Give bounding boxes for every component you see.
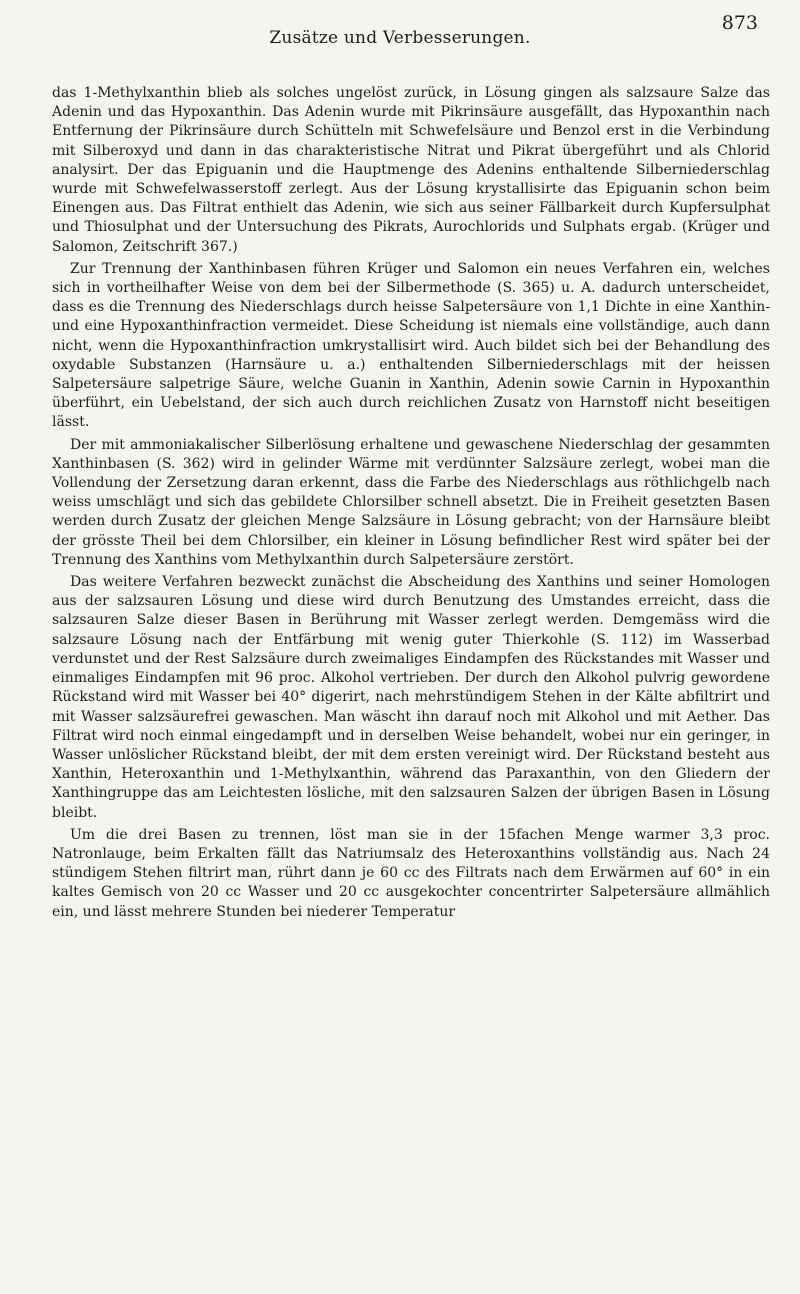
running-title: Zusätze und Verbesserungen.	[269, 28, 531, 48]
paragraph: Der mit ammoniakalischer Silberlösung erhaltene und gewaschene Niederschlag der gesammten Xanthinbasen (S. 362) wird in gelinder Wärme mit verdünnter Salzsäure zerlegt, wobei man die Vollendung der Zersetzung daran erkennt, dass die Farbe des Niederschlags aus röthlichgelb nach weiss umschlägt und sich das gebildete Chlorsilber schnell absetzt. Die in Freiheit gesetzten Basen werden durch Zusatz der gleichen Menge Salzsäure in Lösung gebracht; von der Harnsäure bleibt der grösste Theil bei dem Chlorsilber, ein kleiner in Lösung befindlicher Rest wird später bei der Trennung des Xanthins vom Methylxanthin durch Salpetersäure zerstört.	[52, 436, 770, 568]
paragraph: Zur Trennung der Xanthinbasen führen Krüger und Salomon ein neues Verfahren ein, welches sich in vortheilhafter Weise von dem bei der Silbermethode (S. 365) u. A. dadurch unterscheidet, dass es die Trennung des Niederschlags durch heisse Salpetersäure von 1,1 Dichte in eine Xanthin- und eine Hypoxanthinfraction vermeidet. Diese Scheidung ist niemals eine vollständige, auch dann nicht, wenn die Hypoxanthinfraction umkrystallisirt wird. Auch bildet sich bei der Behandlung des oxydable Substanzen (Harnsäure u. a.) enthaltenden Silberniederschlags mit der heissen Salpetersäure salpetrige Säure, welche Guanin in Xanthin, Adenin sowie Carnin in Hypoxanthin überführt, ein Uebelstand, der sich auch durch reichlichen Zusatz von Harnstoff nicht beseitigen lässt.	[52, 260, 770, 431]
paragraph: das 1-Methylxanthin blieb als solches ungelöst zurück, in Lösung gingen als salzsaure Salze das Adenin und das Hypoxanthin. Das Adenin wurde mit Pikrinsäure ausgefällt, das Hypoxanthin nach Entfernung der Pikrinsäure durch Schütteln mit Schwefelsäure und Benzol erst in die Verbindung mit Silberoxyd und dann in das charakteristische Nitrat und Pikrat übergeführt und als Chlorid analysirt. Der das Epiguanin und die Hauptmenge des Adenins enthaltende Silberniederschlag wurde mit Schwefelwasserstoff zerlegt. Aus der Lösung krystallisirte das Epiguanin schon beim Einengen aus. Das Filtrat enthielt das Adenin, wie sich aus seiner Fällbarkeit durch Kupfersulphat und Thiosulphat und der Untersuchung des Pikrats, Aurochlorids und Sulphats ergab. (Krüger und Salomon, Zeitschrift 367.)	[52, 85, 770, 255]
body-text	[52, 84, 770, 922]
paragraph: Um die drei Basen zu trennen, löst man sie in der 15fachen Menge warmer 3,3 proc. Natronlauge, beim Erkalten fällt das Natriumsalz des Heteroxanthins vollständig aus. Nach 24 stündigem Stehen filtrirt man, rührt dann je 60 cc des Filtrats nach dem Erwärmen auf 60° in ein kaltes Gemisch von 20 cc Wasser und 20 cc ausgekochter concentrirter Salpetersäure allmählich ein, und lässt mehrere Stunden bei niederer Temperatur	[52, 826, 770, 920]
page-header	[0, 6, 800, 46]
page-number: 873	[721, 12, 758, 34]
paragraph: Das weitere Verfahren bezweckt zunächst die Abscheidung des Xanthins und seiner Homologen aus der salzsauren Lösung und diese wird durch Benutzung des Umstandes erreicht, dass die salzsauren Salze dieser Basen in Berührung mit Wasser zerlegt werden. Demgemäss wird die salzsaure Lösung nach der Entfärbung mit wenig guter Thierkohle (S. 112) im Wasserbad verdunstet und der Rest Salzsäure durch zweimaliges Eindampfen des Rückstandes mit Wasser und einmaliges Eindampfen mit 96 proc. Alkohol vertrieben. Der durch den Alkohol pulvrig gewordene Rückstand wird mit Wasser bei 40° digerirt, nach mehrstündigem Stehen in der Kälte abfiltrirt und mit Wasser salzsäurefrei gewaschen. Man wäscht ihn darauf noch mit Alkohol und mit Aether. Das Filtrat wird noch einmal eingedampft und in derselben Weise behandelt, wobei nur ein geringer, in Wasser unlöslicher Rückstand bleibt, der mit dem ersten vereinigt wird. Der Rückstand besteht aus Xanthin, Heteroxanthin und 1-Methylxanthin, während das Paraxanthin, von den Gliedern der Xanthingruppe das am Leichtesten lösliche, mit den salzsauren Salzen der übrigen Basen in Lösung bleibt.	[52, 574, 770, 821]
